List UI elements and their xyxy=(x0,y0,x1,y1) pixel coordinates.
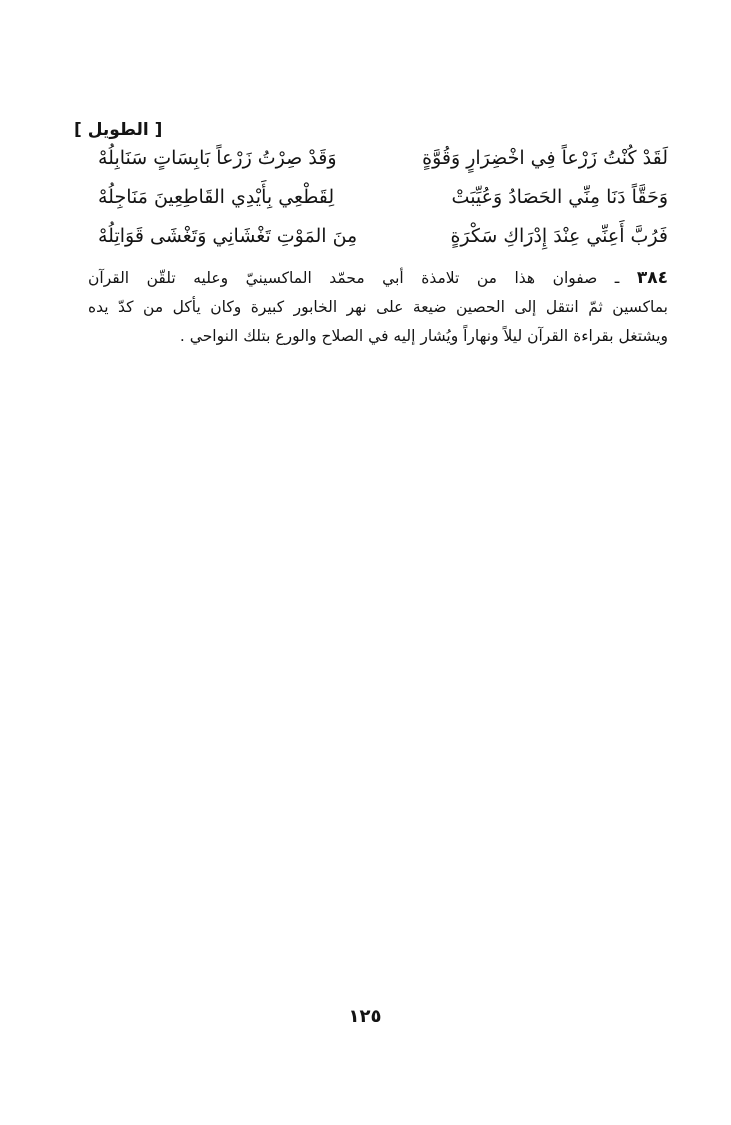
verse-second-hemistich: مِنَ المَوْتِ تَغْشَانِي وَتَغْشَى قَوَاتِلُهْ xyxy=(98,225,358,247)
verse xyxy=(98,140,668,179)
verse xyxy=(98,218,668,257)
entry-dash: ـ xyxy=(614,269,620,287)
entry-line: بماكسين ثمّ انتقل إلى الحصين ضيعة على نهر الخابور كبيرة وكان يأكل من كدّ يده xyxy=(88,298,668,316)
entry-line: ويشتغل بقراءة القرآن ليلاً ونهاراً ويُشار إليه في الصلاح والورع بتلك النواحي . xyxy=(179,327,668,345)
biography-entry xyxy=(88,264,668,351)
poetic-meter-label: [ الطويل ] xyxy=(74,120,163,140)
verse-second-hemistich: لِقَطْعِي بِأَيْدِي القَاطِعِينَ مَنَاجِلُهْ xyxy=(98,186,335,208)
verse-second-hemistich: وَقَدْ صِرْتُ زَرْعاً بَابِسَاتٍ سَنَابِلُهْ xyxy=(98,147,337,169)
verse xyxy=(98,179,668,218)
verse-first-hemistich: وَحَقَّاً دَنَا مِنِّي الحَصَادُ وَعُيِّبَتْ xyxy=(451,186,668,208)
entry-number: ٣٨٤ xyxy=(636,268,668,288)
page-number: ١٢٥ xyxy=(348,1006,382,1027)
verse-first-hemistich: لَقَدْ كُنْتُ زَرْعاً فِي اخْضِرَارٍ وَقُوَّةٍ xyxy=(422,147,668,169)
poem xyxy=(98,140,668,257)
entry-text: صفوان هذا من تلامذة أبي محمّد الماكسينيّ وعليه تلقّن القرآن xyxy=(88,269,598,287)
verse-first-hemistich: فَرُبَّ أَعِنِّي عِنْدَ إِدْرَاكِ سَكْرَةٍ xyxy=(450,225,668,247)
entry-line xyxy=(88,264,668,293)
